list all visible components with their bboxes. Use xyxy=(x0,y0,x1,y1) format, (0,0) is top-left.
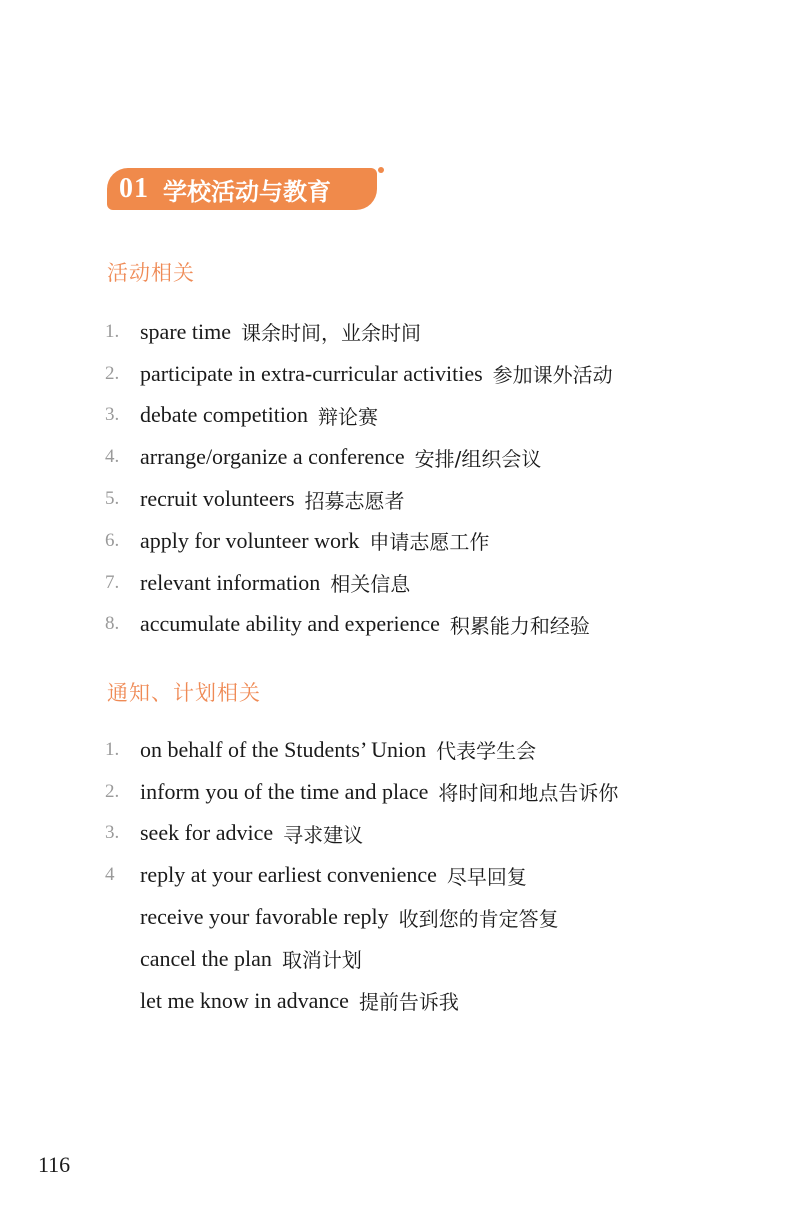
list-item xyxy=(105,311,613,353)
item-number: 2. xyxy=(105,780,120,802)
list-item xyxy=(105,436,613,478)
item-number: 4 xyxy=(105,864,115,886)
item-english: reply at your earliest convenience xyxy=(140,862,437,888)
item-english: accumulate ability and experience xyxy=(140,611,440,637)
item-chinese: 取消计划 xyxy=(281,948,362,973)
item-english: on behalf of the Students’ Union xyxy=(140,736,427,762)
item-number: 7. xyxy=(105,571,120,593)
item-number: 3. xyxy=(105,822,120,844)
item-number: 4. xyxy=(105,446,120,468)
item-chinese: 提前告诉我 xyxy=(358,990,459,1015)
item-chinese: 课余时间，业余时间 xyxy=(241,321,422,346)
list-item xyxy=(105,896,618,938)
list-item xyxy=(105,562,613,604)
item-english: seek for advice xyxy=(140,820,274,846)
item-english: debate competition xyxy=(140,402,308,428)
item-english: receive your favorable reply xyxy=(140,904,389,930)
item-chinese: 收到您的肯定答复 xyxy=(398,906,559,931)
decorative-dot-icon xyxy=(378,167,384,173)
vocab-list-activities xyxy=(105,311,613,645)
item-chinese: 积累能力和经验 xyxy=(449,613,590,638)
item-chinese: 辩论赛 xyxy=(318,404,378,429)
item-english: recruit volunteers xyxy=(140,486,295,512)
item-english: arrange/organize a conference xyxy=(140,444,405,470)
item-english: relevant information xyxy=(140,569,321,595)
item-number: 6. xyxy=(105,529,120,551)
item-number: 3. xyxy=(105,404,120,426)
item-english: cancel the plan xyxy=(140,945,272,971)
page-number: 116 xyxy=(38,1152,71,1177)
chapter-heading-badge xyxy=(107,168,377,210)
item-english: participate in extra-curricular activities xyxy=(140,360,483,386)
list-item xyxy=(105,938,618,980)
item-english: spare time xyxy=(140,318,232,344)
item-number: 2. xyxy=(105,362,120,384)
list-item xyxy=(105,813,618,855)
item-chinese: 寻求建议 xyxy=(283,822,364,847)
section-title-activities: 活动相关 xyxy=(107,261,195,285)
item-chinese: 尽早回复 xyxy=(446,864,527,889)
list-item xyxy=(105,729,618,771)
item-chinese: 安排/组织会议 xyxy=(414,446,542,471)
item-chinese: 申请志愿工作 xyxy=(369,530,490,555)
list-item xyxy=(105,478,613,520)
list-item xyxy=(105,604,613,646)
chapter-title: 学校活动与教育 xyxy=(163,176,331,206)
vocab-list-notices xyxy=(105,729,618,1022)
item-english: apply for volunteer work xyxy=(140,527,360,553)
list-item xyxy=(105,353,613,395)
list-item xyxy=(105,395,613,437)
item-chinese: 代表学生会 xyxy=(436,739,537,764)
item-number: 1. xyxy=(105,738,120,760)
item-english: inform you of the time and place xyxy=(140,778,429,804)
item-chinese: 招募志愿者 xyxy=(304,488,405,513)
item-chinese: 相关信息 xyxy=(330,572,411,597)
item-english: let me know in advance xyxy=(140,987,349,1013)
item-number: 8. xyxy=(105,613,120,635)
item-number: 5. xyxy=(105,488,120,510)
item-chinese: 将时间和地点告诉你 xyxy=(438,781,619,806)
list-item xyxy=(105,854,618,896)
section-title-notices: 通知、计划相关 xyxy=(107,681,261,705)
list-item xyxy=(105,520,613,562)
list-item xyxy=(105,771,618,813)
item-number: 1. xyxy=(105,320,120,342)
chapter-number: 01 xyxy=(119,173,149,204)
list-item xyxy=(105,980,618,1022)
item-chinese: 参加课外活动 xyxy=(492,363,613,388)
